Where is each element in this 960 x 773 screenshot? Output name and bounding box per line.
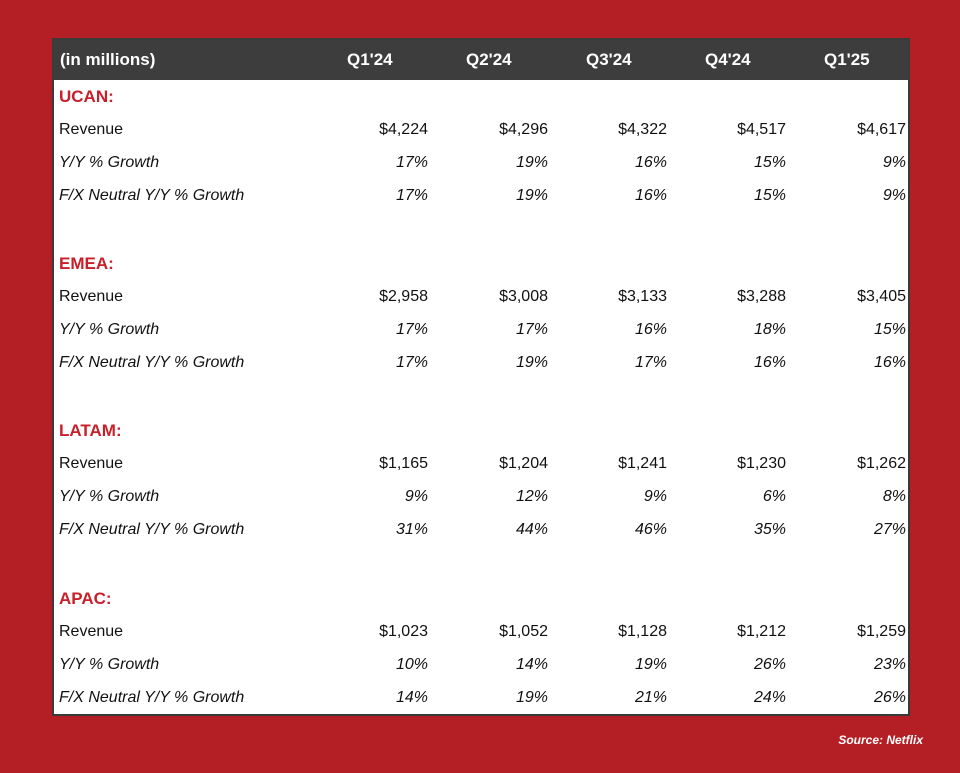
column-header-q2-24: Q2'24 [466,50,512,69]
table-cell: $1,259 [857,623,906,640]
table-cell: 15% [873,321,906,338]
column-header-q3-24: Q3'24 [586,50,632,69]
section-title: LATAM: [59,421,122,440]
table-cell: 27% [873,521,906,538]
source-note: Source: Netflix [838,733,923,747]
table-cell: 9% [882,187,906,204]
table-row [54,179,908,212]
row-label: F/X Neutral Y/Y % Growth [59,187,245,204]
regional-revenue-table [52,38,910,716]
row-label: F/X Neutral Y/Y % Growth [59,689,245,706]
table-row [54,346,908,379]
row-label: Revenue [59,288,124,305]
table-row [54,313,908,346]
table-cell: 16% [753,354,786,371]
table-cell: $1,230 [737,455,786,472]
table-cell: 10% [395,656,428,673]
section-title: UCAN: [59,87,114,106]
table-cell: 18% [753,321,786,338]
table-row [54,615,908,648]
table-cell: $4,617 [857,121,906,138]
table-cell: 17% [395,354,428,371]
table-cell: 17% [634,354,667,371]
table-row [54,648,908,681]
table-cell: 19% [515,354,548,371]
table-row [54,146,908,179]
table-row [54,480,908,513]
table-cell: 16% [634,154,667,171]
table-cell: 46% [634,521,667,538]
table-cell: 8% [882,488,906,505]
table-cell: 24% [753,689,786,706]
table-row [54,280,908,313]
row-label: Y/Y % Growth [59,154,160,171]
table-cell: $3,008 [499,288,548,305]
table-cell: $4,517 [737,121,786,138]
table-cell: 23% [873,656,906,673]
table-cell: 6% [762,488,786,505]
table-row [54,113,908,146]
table-cell: 9% [882,154,906,171]
table-cell: $1,212 [737,623,786,640]
table-cell: $3,133 [618,288,667,305]
table-cell: 26% [873,689,906,706]
row-label: Revenue [59,455,124,472]
table-cell: 19% [515,154,548,171]
table-cell: $1,262 [857,455,906,472]
row-label: Y/Y % Growth [59,488,160,505]
table-cell: $4,224 [379,121,428,138]
section-title: EMEA: [59,254,114,273]
table-cell: 15% [753,154,786,171]
table-header [54,40,908,80]
table-cell: $4,322 [618,121,667,138]
column-header-q1-24: Q1'24 [347,50,393,69]
table-cell: 26% [753,656,786,673]
section-title: APAC: [59,589,112,608]
table-cell: 17% [515,321,548,338]
row-label: F/X Neutral Y/Y % Growth [59,354,245,371]
table-cell: 15% [753,187,786,204]
table-cell: 16% [634,187,667,204]
table-cell: $1,165 [379,455,428,472]
table-cell: 19% [634,656,667,673]
table-cell: $1,052 [499,623,548,640]
row-label: Revenue [59,121,124,138]
table-cell: $1,023 [379,623,428,640]
table-cell: 31% [395,521,428,538]
table-cell: 9% [404,488,428,505]
table-cell: $4,296 [499,121,548,138]
table-row [54,681,908,714]
table-row [54,513,908,546]
units-label: (in millions) [60,50,156,69]
table-cell: $1,128 [618,623,667,640]
table-cell: 19% [515,187,548,204]
table-cell: 17% [395,187,428,204]
column-header-q4-24: Q4'24 [705,50,751,69]
table-cell: 16% [634,321,667,338]
table-row [54,447,908,480]
table-cell: 44% [515,521,548,538]
row-label: Revenue [59,623,124,640]
row-label: Y/Y % Growth [59,656,160,673]
table-cell: 17% [395,154,428,171]
row-label: Y/Y % Growth [59,321,160,338]
table-cell: 19% [515,689,548,706]
table-cell: 14% [395,689,428,706]
table-cell: $1,241 [618,455,667,472]
table-cell: 14% [515,656,548,673]
table-cell: $2,958 [379,288,428,305]
table-cell: 35% [753,521,786,538]
table-cell: 17% [395,321,428,338]
table-cell: 21% [634,689,667,706]
column-header-q1-25: Q1'25 [824,50,870,69]
table-cell: $3,405 [857,288,906,305]
table-cell: 16% [873,354,906,371]
table-cell: 12% [515,488,548,505]
table-cell: $3,288 [737,288,786,305]
table-cell: 9% [643,488,667,505]
table-cell: $1,204 [499,455,548,472]
row-label: F/X Neutral Y/Y % Growth [59,521,245,538]
